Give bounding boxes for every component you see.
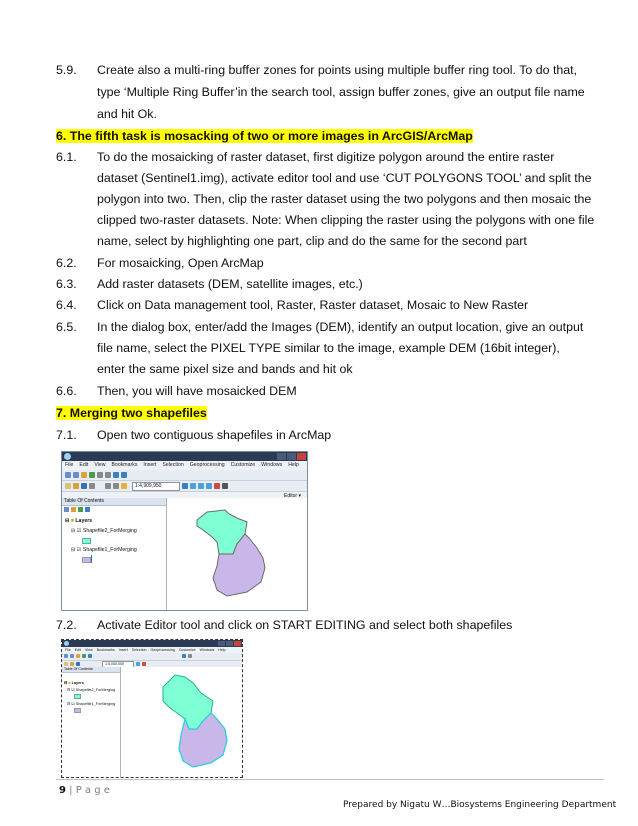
undo-icon[interactable] <box>105 483 111 489</box>
item-text-line: dataset (Sentinel1.img), activate editor tool and use ‘CUT POLYGONS TOOL’ and split the <box>97 171 592 185</box>
toc-layer-shapefile1[interactable]: ⊟ ☑ Shapefile1_ForMerging <box>67 702 116 706</box>
menu-bookmarks[interactable]: Bookmarks <box>96 648 115 652</box>
save-icon[interactable] <box>81 483 87 489</box>
layers-group[interactable]: ⊟ ■ Layers <box>64 681 84 685</box>
close-icon[interactable] <box>234 641 241 646</box>
menu-selection[interactable]: Selection <box>131 648 147 652</box>
layer-name: Shapefile2_ForMerging <box>82 528 137 534</box>
full-extent-icon[interactable] <box>82 654 86 658</box>
layer1-symbol[interactable] <box>82 557 91 563</box>
arctoolbox-icon[interactable] <box>142 662 146 666</box>
menu-file[interactable]: File <box>65 462 74 468</box>
arcmap-screenshot-2 <box>61 639 243 778</box>
minimize-icon[interactable] <box>218 641 225 646</box>
scale-combobox[interactable]: 1:5,000,000 <box>102 661 134 668</box>
menu-customize[interactable]: Customize <box>230 462 256 468</box>
editor-toolbar-icon[interactable] <box>182 483 188 489</box>
zoom-in-icon[interactable] <box>64 654 68 658</box>
menu-help[interactable]: Help <box>288 462 299 468</box>
print-icon[interactable] <box>89 483 95 489</box>
close-icon[interactable] <box>297 453 306 460</box>
menu-windows[interactable]: Windows <box>261 462 283 468</box>
menu-geoprocessing[interactable]: Geoprocessing <box>189 462 225 468</box>
menu-view[interactable]: View <box>85 648 93 652</box>
item-text-line: Add raster datasets (DEM, satellite images, etc.) <box>97 277 363 291</box>
edit-tool-icon[interactable] <box>182 654 186 658</box>
pan-icon[interactable] <box>76 654 80 658</box>
new-icon[interactable] <box>64 662 68 666</box>
menu-selection[interactable]: Selection <box>162 462 184 468</box>
layers-group[interactable]: ⊟ ■ Layers <box>65 518 93 524</box>
section-heading-6 <box>56 128 473 144</box>
menu-file[interactable]: File <box>65 648 71 652</box>
layers-label: Layers <box>71 681 84 685</box>
search-icon[interactable] <box>206 483 212 489</box>
item-number: 5.9. <box>56 63 77 77</box>
forward-icon[interactable] <box>105 472 111 478</box>
item-text-line: type ‘Multiple Ring Buffer’in the search tool, assign buffer zones, give an output file name <box>97 85 585 99</box>
shapefile1-polygon[interactable] <box>179 713 227 767</box>
menu-customize[interactable]: Customize <box>178 648 196 652</box>
page-number-label <box>59 785 110 796</box>
menu-bookmarks[interactable]: Bookmarks <box>111 462 138 468</box>
identify-icon[interactable] <box>121 472 127 478</box>
item-text-line: Open two contiguous shapefiles in ArcMap <box>97 428 332 442</box>
toc-title: Table Of Contents <box>62 667 120 673</box>
list-by-drawing-order-icon[interactable] <box>64 507 69 512</box>
item-text-line: and hit Ok. <box>97 107 157 121</box>
menu-help[interactable]: Help <box>218 648 226 652</box>
menu-insert[interactable]: Insert <box>118 648 128 652</box>
layer1-symbol[interactable] <box>74 708 81 713</box>
item-number: 6.6. <box>56 384 77 398</box>
item-number: 7.2. <box>56 618 77 632</box>
arcmap-logo-icon <box>64 641 69 646</box>
menu-windows[interactable]: Windows <box>199 648 215 652</box>
item-text-line: polygon into two. Then, clip the raster dataset using the two polygons and then mosaic the <box>97 192 592 206</box>
menu-edit[interactable]: Edit <box>79 462 89 468</box>
maximize-icon[interactable] <box>287 453 296 460</box>
item-text-line: In the dialog box, enter/add the Images (DEM), identify an output location, give an output <box>97 320 584 334</box>
item-number: 6.3. <box>56 277 77 291</box>
section-heading-text: 7. Merging two shapefiles <box>56 406 207 420</box>
toc-layer-shapefile2[interactable]: ⊟ ☑ Shapefile2_ForMerging <box>67 688 116 692</box>
open-icon[interactable] <box>70 662 74 666</box>
catalog-icon[interactable] <box>198 483 204 489</box>
toc-icon[interactable] <box>136 662 140 666</box>
zoom-in-icon[interactable] <box>65 472 71 478</box>
window-controls <box>218 641 241 646</box>
sketch-icon[interactable] <box>188 654 192 658</box>
item-text-line: enter the same pixel size and bands and hit ok <box>97 362 353 376</box>
standard-toolbar <box>62 481 307 492</box>
item-text-line: Click on Data management tool, Raster, Raster dataset, Mosaic to New Raster <box>97 298 529 312</box>
item-text-line: Then, you will have mosaicked DEM <box>97 384 297 398</box>
add-data-icon[interactable] <box>121 483 127 489</box>
section-heading-7 <box>56 405 207 421</box>
item-number: 6.5. <box>56 320 77 334</box>
window-controls <box>277 453 306 460</box>
list-by-selection-icon[interactable] <box>85 507 90 512</box>
item-text-line: file name, select the PIXEL TYPE similar to the image, example DEM (16bit integer), <box>97 341 560 355</box>
menu-view[interactable]: View <box>94 462 106 468</box>
item-number: 7.1. <box>56 428 77 442</box>
list-by-visibility-icon[interactable] <box>78 507 83 512</box>
select-icon[interactable] <box>88 654 92 658</box>
zoom-out-icon[interactable] <box>70 654 74 658</box>
map-view[interactable] <box>167 498 307 610</box>
layers-label: Layers <box>75 518 93 524</box>
arcmap-screenshot-1 <box>61 451 308 611</box>
page-number: 9 <box>59 785 66 796</box>
tools-toolbar <box>62 470 307 481</box>
menu-insert[interactable]: Insert <box>143 462 157 468</box>
layer-name: Shapefile2_ForMerging <box>75 688 116 692</box>
maximize-icon[interactable] <box>226 641 233 646</box>
toc-title: Table Of Contents <box>62 498 166 506</box>
new-icon[interactable] <box>65 483 71 489</box>
item-text-line: name, select by highlighting one part, clip and do the same for the second part <box>97 234 527 248</box>
minimize-icon[interactable] <box>277 453 286 460</box>
save-icon[interactable] <box>76 662 80 666</box>
menu-bar <box>62 461 307 470</box>
map-view[interactable] <box>121 667 242 777</box>
list-by-source-icon[interactable] <box>71 507 76 512</box>
layer2-symbol[interactable] <box>82 538 91 544</box>
text-cursor <box>91 555 92 563</box>
item-number: 6.2. <box>56 256 77 270</box>
table-of-contents-panel <box>62 498 167 610</box>
section-heading-text: 6. The fifth task is mosacking of two or more images in ArcGIS/ArcMap <box>56 129 473 143</box>
arctoolbox-icon[interactable] <box>214 483 220 489</box>
layer-name: Shapefile1_ForMerging <box>75 702 116 706</box>
pan-icon[interactable] <box>81 472 87 478</box>
layers-folder-icon: ■ <box>68 681 71 685</box>
redo-icon[interactable] <box>113 483 119 489</box>
menu-edit[interactable]: Edit <box>74 648 81 652</box>
item-number: 6.4. <box>56 298 77 312</box>
layer-name: Shapefile1_ForMerging <box>82 547 137 553</box>
toc-icon[interactable] <box>190 483 196 489</box>
tools-toolbar <box>62 653 242 661</box>
item-number: 6.1. <box>56 150 77 164</box>
back-icon[interactable] <box>97 472 103 478</box>
footer-divider <box>56 779 604 780</box>
prepared-by: Prepared by Nigatu W…Biosystems Engineering Department <box>343 800 617 810</box>
page-label: | P a g e <box>69 785 110 796</box>
menu-geoprocessing[interactable]: Geoprocessing <box>150 648 175 652</box>
toc-layer-shapefile2[interactable]: ⊟ ☑ Shapefile2_ForMerging <box>71 528 137 534</box>
layers-folder-icon: ■ <box>70 518 74 524</box>
zoom-out-icon[interactable] <box>73 472 79 478</box>
item-text-line: Create also a multi-ring buffer zones for points using multiple buffer ring tool. To do that, <box>97 63 578 77</box>
editor-menu-button[interactable]: Editor ▾ <box>284 493 301 499</box>
full-extent-icon[interactable] <box>89 472 95 478</box>
item-text-line: To do the mosaicking of raster dataset, first digitize polygon around the entire raster <box>97 150 555 164</box>
toc-layer-shapefile1[interactable]: ⊟ ☑ Shapefile1_ForMerging <box>71 547 137 553</box>
window-titlebar <box>62 452 307 461</box>
python-icon[interactable] <box>222 483 228 489</box>
layer2-symbol[interactable] <box>74 694 81 699</box>
table-of-contents-panel <box>62 667 121 777</box>
scale-combobox[interactable]: 1:4,909,950 <box>132 482 180 491</box>
toc-toolbar <box>64 507 90 512</box>
item-text-line: clipped two-raster datasets. Note: When clipping the raster using the polygons with one file <box>97 213 595 227</box>
item-text-line: For mosaicking, Open ArcMap <box>97 256 264 270</box>
open-icon[interactable] <box>73 483 79 489</box>
arcmap-logo-icon <box>64 453 71 460</box>
window-titlebar <box>62 640 242 647</box>
item-text-line: Activate Editor tool and click on START EDITING and select both shapefiles <box>97 618 513 632</box>
select-icon[interactable] <box>113 472 119 478</box>
